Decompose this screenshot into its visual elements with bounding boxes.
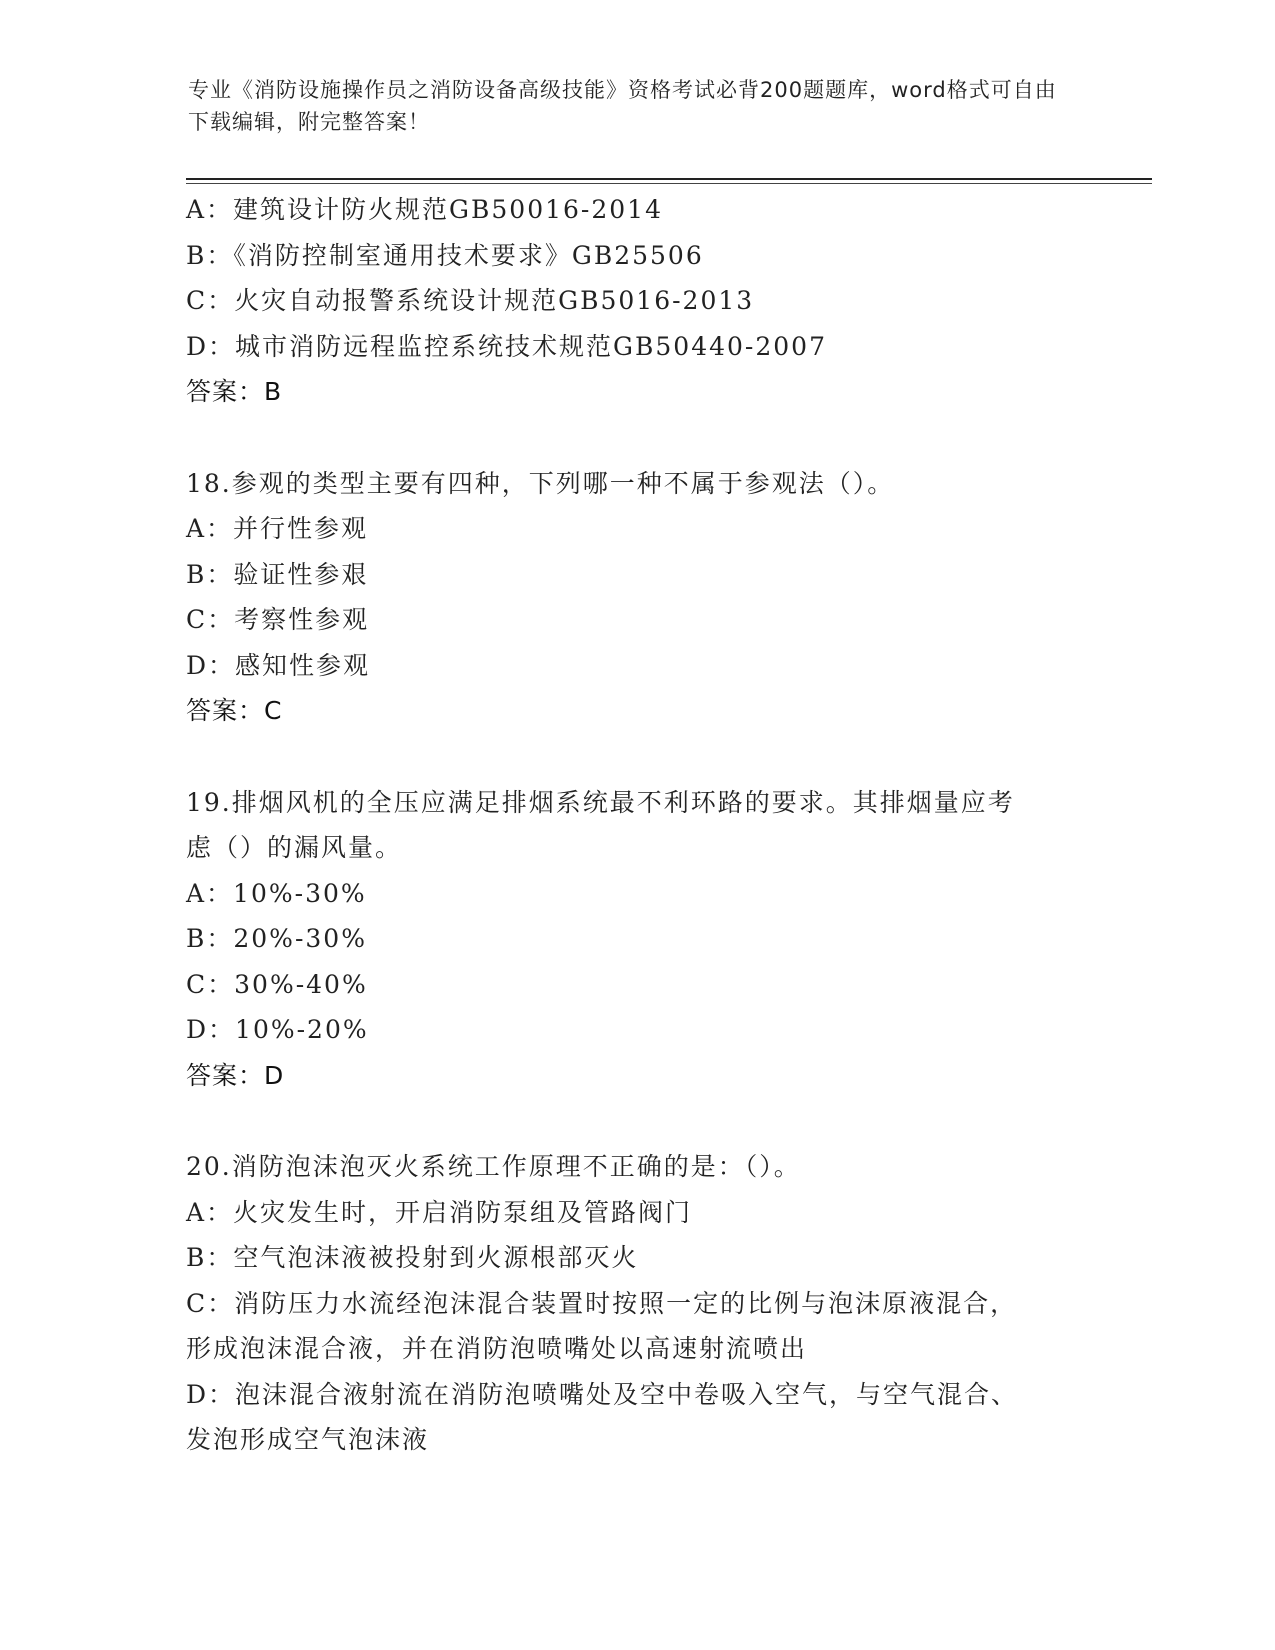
spacer [186,734,1086,780]
q19-answer: 答案：D [186,1060,285,1090]
document-header: 专业《消防设施操作员之消防设备高级技能》资格考试必背200题题库，word格式可自由下载编辑，附完整答案！ [188,78,1057,134]
q20-option-d-line1: D：泡沫混合液射流在消防泡喷嘴处及空中卷吸入空气，与空气混合、 [186,1379,1019,1409]
q19-option-d: D：10%-20% [186,1015,369,1044]
q19-option-b: B：20%-30% [186,924,367,953]
q20-option-c-line2: 形成泡沫混合液，并在消防泡喷嘴处以高速射流喷出 [186,1334,808,1363]
q17-answer: 答案：B [186,377,283,406]
q19-question-line1: 19.排烟风机的全压应满足排烟系统最不利环路的要求。其排烟量应考 [186,787,1015,817]
q17-option-a: A：建筑设计防火规范GB50016-2014 [186,195,663,224]
q18-option-d: D：感知性参观 [186,650,371,680]
q17-option-b: B：《消防控制室通用技术要求》GB25506 [186,240,704,270]
spacer [186,415,1086,461]
q20-option-d-line2: 发泡形成空气泡沫液 [186,1425,430,1454]
q18-option-c: C：考察性参观 [186,605,370,634]
q17-option-d: D：城市消防远程监控系统技术规范GB50440-2007 [186,331,827,361]
question-20-block [186,1144,1086,1463]
question-17-block [186,187,1086,415]
q20-question: 20.消防泡沫泡灭火系统工作原理不正确的是：（）。 [186,1152,801,1181]
q20-option-a: A：火灾发生时，开启消防泵组及管路阀门 [186,1197,693,1227]
q18-answer: 答案：C [186,696,283,725]
q20-option-b: B：空气泡沫液被投射到火源根部灭火 [186,1243,639,1272]
q18-question: 18.参观的类型主要有四种，下列哪一种不属于参观法（）。 [186,468,895,498]
header-rule-thick [186,178,1152,180]
question-19-block [186,780,1086,1099]
q20-option-c-line1: C：消防压力水流经泡沫混合装置时按照一定的比例与泡沫原液混合， [186,1288,1018,1318]
question-18-block [186,461,1086,734]
header-rule-thin [186,183,1152,184]
q19-option-a: A：10%-30% [186,878,367,908]
q18-option-a: A：并行性参观 [186,514,369,543]
spacer [186,1098,1086,1144]
q19-option-c: C：30%-40% [186,969,368,999]
q19-question-line2: 虑（）的漏风量。 [186,833,403,862]
question-list [186,187,1086,1463]
q18-option-b: B：验证性参艰 [186,559,369,589]
q17-option-c: C：火灾自动报警系统设计规范GB5016-2013 [186,286,755,315]
